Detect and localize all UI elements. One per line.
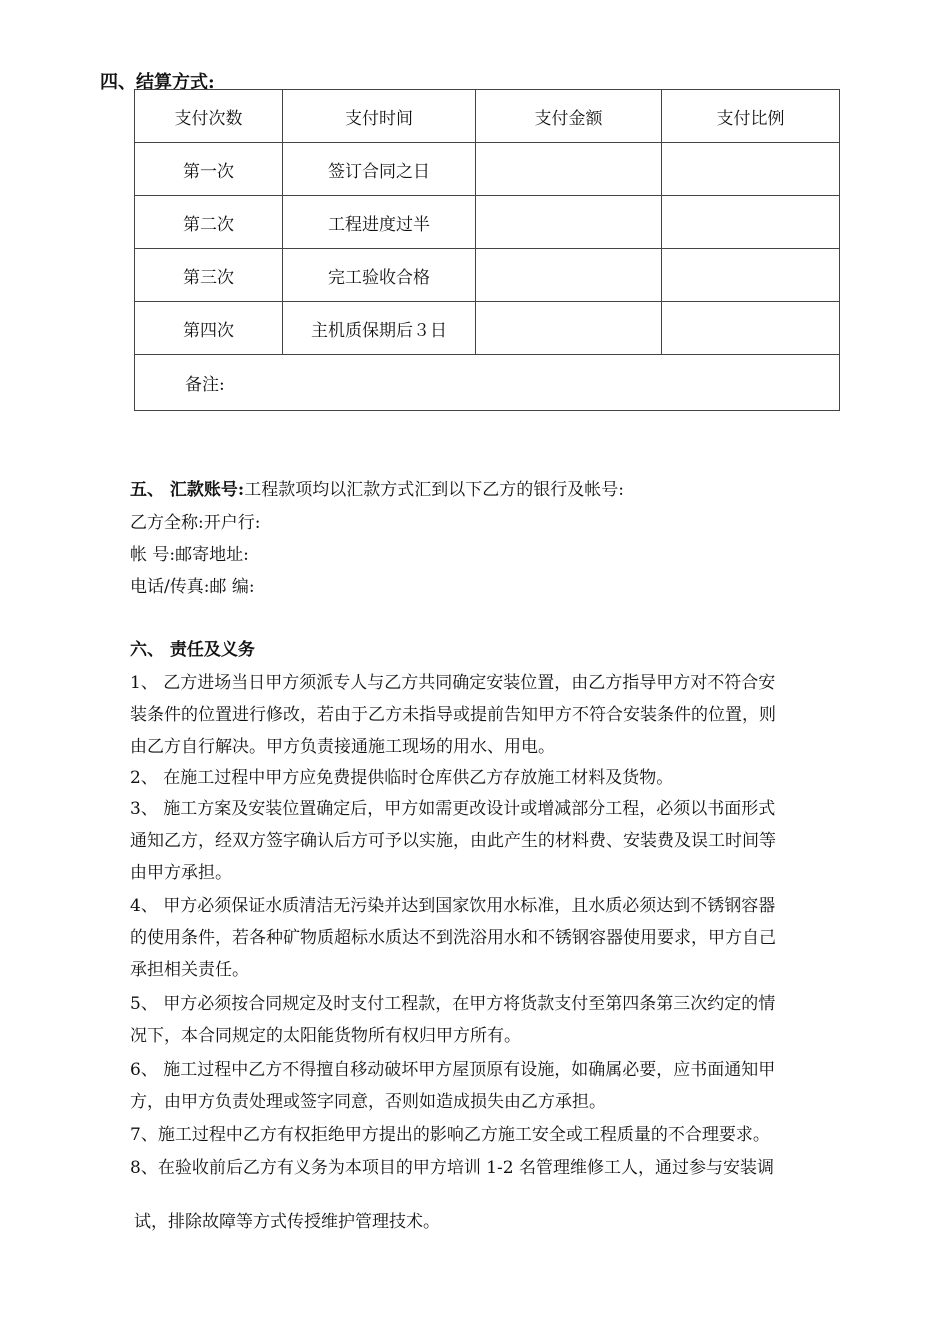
body-line: 况下，本合同规定的太阳能货物所有权归甲方所有。 — [130, 1026, 521, 1046]
table-header-row — [135, 90, 840, 143]
payment-amount-cell — [476, 249, 662, 302]
section-5-heading: 五、 汇款账号: — [130, 480, 245, 500]
header-cell: 支付金额 — [476, 90, 662, 143]
body-line: 由甲方承担。 — [130, 863, 232, 883]
body-line: 1、 乙方进场当日甲方须派专人与乙方共同确定安装位置，由乙方指导甲方对不符合安 — [130, 673, 776, 693]
table-row — [135, 302, 840, 355]
section-5-intro: 工程款项均以汇款方式汇到以下乙方的银行及帐号: — [244, 480, 624, 500]
body-line: 5、 甲方必须按合同规定及时支付工程款，在甲方将货款支付至第四条第三次约定的情 — [130, 994, 776, 1014]
payment-amount-cell — [476, 196, 662, 249]
body-line: 8、在验收前后乙方有义务为本项目的甲方培训 1-2 名管理维修工人，通过参与安装调 — [130, 1158, 774, 1178]
payment-ratio-cell — [662, 302, 840, 355]
account-name-line: 乙方全称:开户行: — [130, 513, 261, 533]
note-cell: 备注: — [135, 355, 840, 411]
table-row — [135, 196, 840, 249]
payment-time-cell: 签订合同之日 — [283, 143, 476, 196]
body-line: 由乙方自行解决。甲方负责接通施工现场的用水、用电。 — [130, 737, 555, 757]
payment-number-cell: 第一次 — [135, 143, 283, 196]
section-4-title: 四、结算方式: — [100, 72, 215, 93]
payment-number-cell: 第二次 — [135, 196, 283, 249]
body-line: 承担相关责任。 — [130, 960, 249, 980]
body-line: 7、施工过程中乙方有权拒绝甲方提出的影响乙方施工安全或工程质量的不合理要求。 — [130, 1125, 770, 1145]
payment-ratio-cell — [662, 196, 840, 249]
body-line: 装条件的位置进行修改，若由于乙方未指导或提前告知甲方不符合安装条件的位置，则 — [130, 705, 776, 725]
phone-line: 电话/传真:邮 编: — [130, 577, 255, 597]
payment-time-cell: 主机质保期后３日 — [283, 302, 476, 355]
body-line: 4、 甲方必须保证水质清洁无污染并达到国家饮用水标准，且水质必须达到不锈钢容器 — [130, 896, 776, 916]
body-line: 3、 施工方案及安装位置确定后，甲方如需更改设计或增减部分工程，必须以书面形式 — [130, 799, 776, 819]
header-cell: 支付时间 — [283, 90, 476, 143]
body-line: 方，由甲方负责处理或签字同意，否则如造成损失由乙方承担。 — [130, 1092, 606, 1112]
section-6-heading: 六、 责任及义务 — [130, 640, 255, 660]
table-row — [135, 249, 840, 302]
payment-time-cell: 工程进度过半 — [283, 196, 476, 249]
payment-ratio-cell — [662, 143, 840, 196]
account-number-line: 帐 号:邮寄地址: — [130, 545, 249, 565]
payment-number-cell: 第四次 — [135, 302, 283, 355]
header-cell: 支付比例 — [662, 90, 840, 143]
header-cell: 支付次数 — [135, 90, 283, 143]
payment-table — [134, 89, 840, 411]
body-line: 的使用条件，若各种矿物质超标水质达不到洗浴用水和不锈钢容器使用要求，甲方自己 — [130, 928, 776, 948]
section-5-paragraph — [130, 480, 624, 500]
body-line: 2、 在施工过程中甲方应免费提供临时仓库供乙方存放施工材料及货物。 — [130, 768, 674, 788]
payment-amount-cell — [476, 302, 662, 355]
payment-time-cell: 完工验收合格 — [283, 249, 476, 302]
body-line: 通知乙方，经双方签字确认后方可予以实施，由此产生的材料费、安装费及误工时间等 — [130, 831, 776, 851]
body-line: 试，排除故障等方式传授维护管理技术。 — [134, 1212, 440, 1232]
body-line: 6、 施工过程中乙方不得擅自移动破坏甲方屋顶原有设施，如确属必要，应书面通知甲 — [130, 1060, 776, 1080]
payment-amount-cell — [476, 143, 662, 196]
note-row — [135, 355, 840, 411]
payment-number-cell: 第三次 — [135, 249, 283, 302]
table-row — [135, 143, 840, 196]
payment-ratio-cell — [662, 249, 840, 302]
